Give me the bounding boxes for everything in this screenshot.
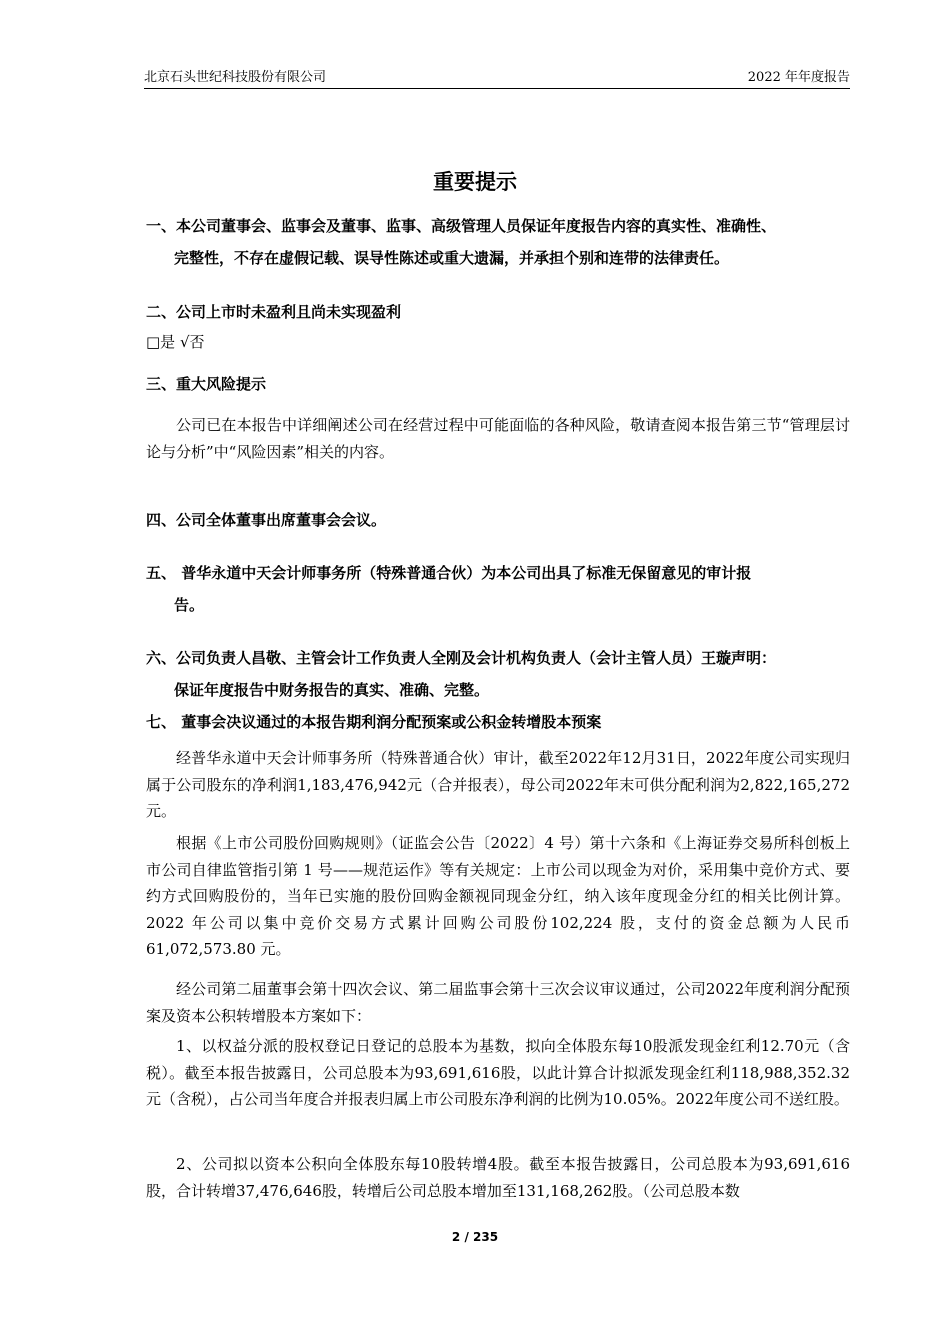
page-title: 重要提示 <box>433 170 517 194</box>
section-7-paragraph-audit: 经普华永道中天会计师事务所（特殊普通合伙）审计，截至2022年12月31日，2022年度公司实现归属于公司股东的净利润1,183,476,942元（合并报表），母公司2022年末可供分配利润为2,822,165,272元。 <box>146 749 850 820</box>
page-header <box>144 66 850 89</box>
section-3-paragraph: 公司已在本报告中详细阐述公司在经营过程中可能面临的各种风险，敬请查阅本报告第三节“管理层讨论与分析”中“风险因素”相关的内容。 <box>146 416 850 461</box>
section-6-line-2: 保证年度报告中财务报告的真实、准确、完整。 <box>174 681 490 699</box>
section-5-line-2: 告。 <box>174 596 205 614</box>
section-7-heading: 七、 董事会决议通过的本报告期利润分配预案或公积金转增股本预案 <box>146 713 602 731</box>
section-7-paragraph-capital-reserve: 2、公司拟以资本公积向全体股东每10股转增4股。截至本报告披露日，公司总股本为93,691,616股，合计转增37,476,646股，转增后公司总股本增加至131,168,262股。（公司总股本数 <box>146 1155 850 1200</box>
header-company: 北京石头世纪科技股份有限公司 <box>144 70 327 85</box>
section-2-heading: 二、公司上市时未盈利且尚未实现盈利 <box>146 303 402 321</box>
section-6-line-1: 六、公司负责人昌敬、主管会计工作负责人全刚及会计机构负责人（会计主管人员）王璇声明： <box>146 649 777 667</box>
section-1-line-1: 一、本公司董事会、监事会及董事、监事、高级管理人员保证年度报告内容的真实性、准确性、 <box>146 217 777 235</box>
header-report-title: 2022 年年度报告 <box>747 70 850 85</box>
section-7-paragraph-buyback: 根据《上市公司股份回购规则》（证监会公告〔2022〕4 号）第十六条和《上海证券交易所科创板上市公司自律监管指引第 1 号——规范运作》等有关规定：上市公司以现金为对价，采用集中竞价方式、要约方式回购股份的，当年已实施的股份回购金额视同现金分红，纳入该年度现金分红的相关比例计算。2022 年公司以集中竞价交易方式累计回购公司股份102,224 股，支付的资金总额为人民币 61,072,573.80 元。 <box>146 834 850 958</box>
section-7-paragraph-dividend: 1、以权益分派的股权登记日登记的总股本为基数，拟向全体股东每10股派发现金红利12.70元（含税）。截至本报告披露日，公司总股本为93,691,616股，以此计算合计拟派发现金红利118,988,352.32元（含税），占公司当年度合并报表归属上市公司股东净利润的比例为10.05%。2022年度公司不送红股。 <box>146 1037 850 1108</box>
section-4-heading: 四、公司全体董事出席董事会会议。 <box>146 511 387 529</box>
section-5-line-1: 五、 普华永道中天会计师事务所（特殊普通合伙）为本公司出具了标准无保留意见的审计报 <box>146 564 752 582</box>
section-1-line-2: 完整性，不存在虚假记载、误导性陈述或重大遗漏，并承担个别和连带的法律责任。 <box>174 249 730 267</box>
section-3-heading: 三、重大风险提示 <box>146 375 267 393</box>
page-number: 2 / 235 <box>451 1230 499 1244</box>
section-7-paragraph-approval: 经公司第二届董事会第十四次会议、第二届监事会第十三次会议审议通过，公司2022年度利润分配预案及资本公积转增股本方案如下： <box>146 980 850 1025</box>
section-2-choice: □是 √否 <box>146 333 205 351</box>
